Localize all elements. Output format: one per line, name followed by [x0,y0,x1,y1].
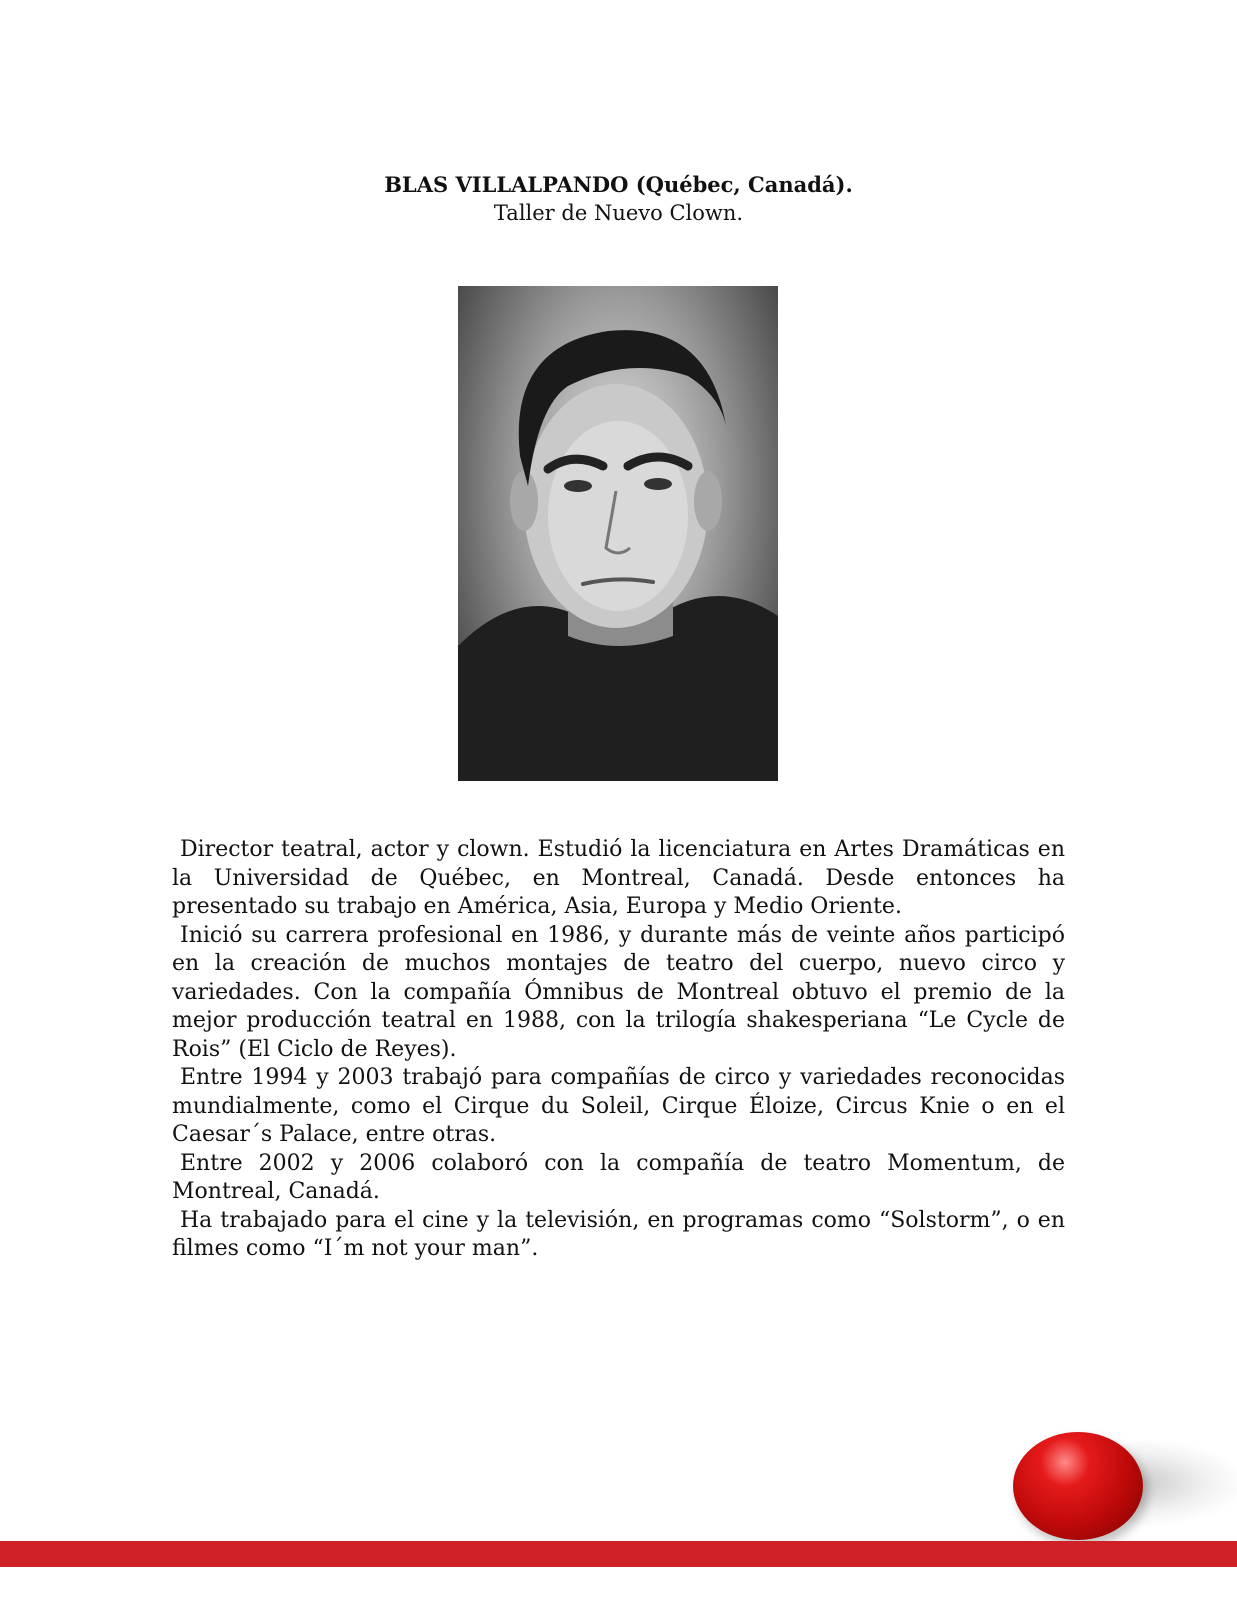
bio-paragraph: Entre 1994 y 2003 trabajó para compañías de circo y variedades reconocidas mundialmente, como el Cirque du Soleil, Cirque Éloize, Circus Knie o en el Caesar´s Palace, entre otras. [172,1065,1065,1147]
portrait-photo [458,286,778,781]
bio-paragraph: Entre 2002 y 2006 colaboró con la compañía de teatro Momentum, de Montreal, Canadá. [172,1150,1065,1204]
footer-red-bar [0,1541,1237,1567]
clown-nose-icon [1013,1432,1143,1540]
page-header [0,170,1237,226]
bio-paragraph: Inició su carrera profesional en 1986, y durante más de veinte años participó en la creación de muchos montajes de teatro del cuerpo, nuevo circo y variedades. Con la compañía Ómnibus de Montreal obtuvo el premio de la mejor producción teatral en 1988, con la trilogía shakesperiana “Le Cycle de Rois” (El Ciclo de Reyes). [172,922,1065,1062]
bio-paragraph: Ha trabajado para el cine y la televisión, en programas como “Solstorm”, o en filmes como “I´m not your man”. [172,1207,1065,1261]
biography [172,836,1065,1264]
page-title: BLAS VILLALPANDO (Québec, Canadá). [384,172,853,197]
bio-paragraph: Director teatral, actor y clown. Estudió la licenciatura en Artes Dramáticas en la Universidad de Québec, en Montreal, Canadá. Desde entonces ha presentado su trabajo en América, Asia, Europa y Medio Oriente. [172,837,1065,919]
page-subtitle: Taller de Nuevo Clown. [493,201,744,225]
